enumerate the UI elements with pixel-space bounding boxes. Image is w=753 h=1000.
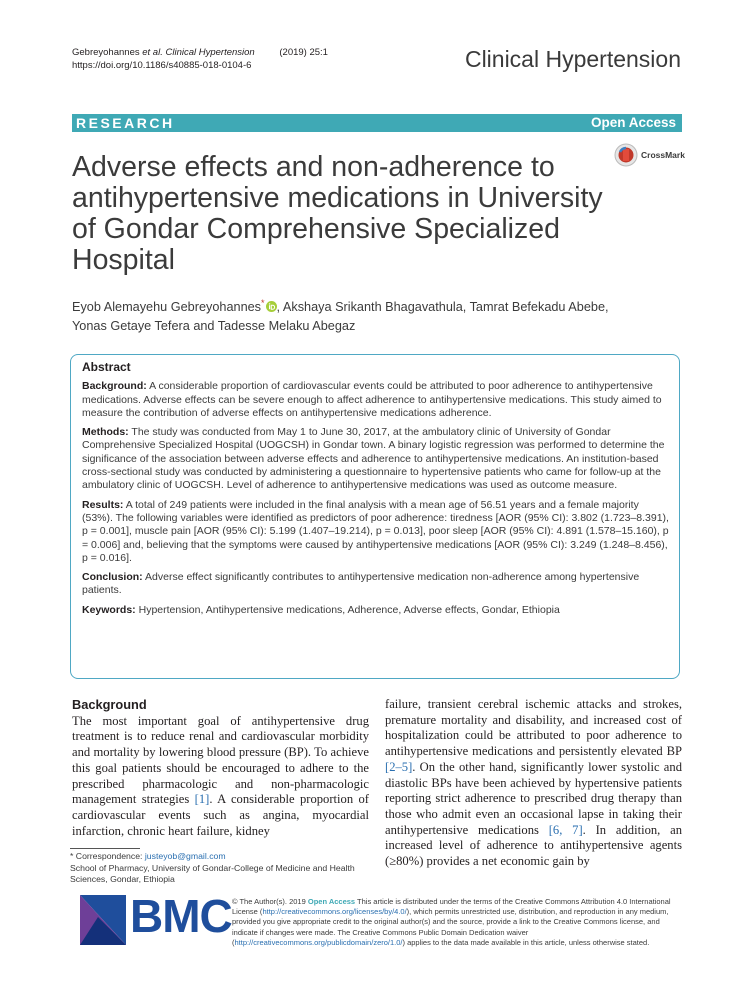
citation-link-6-7[interactable]: [6, 7] <box>548 822 583 837</box>
license-url-by[interactable]: http://creativecommons.org/licenses/by/4.0/ <box>262 907 407 917</box>
author-line-2: Yonas Getaye Tefera and Tadesse Melaku Abegaz <box>72 318 356 333</box>
correspondence-footnote: * Correspondence: justeyob@gmail.com School of Pharmacy, University of Gondar-College of Medicine and Health Sciences, Gondar, Ethiopia <box>70 851 355 884</box>
crossmark-label: CrossMark <box>641 150 685 160</box>
orcid-icon[interactable] <box>266 301 277 312</box>
bmc-logo <box>80 890 232 949</box>
crossmark-button[interactable] <box>614 142 684 168</box>
abstract-background: Background: A considerable proportion of cardiovascular events could be attributed to poor adherence to antihypertensive medications. Adverse effects can be severe enough to affect adherence to antihypertensive medications. This study aimed to measure the contribution of adverse effects on antihypertensive medications adherence. <box>82 380 662 419</box>
journal-name: Clinical Hypertension <box>464 46 681 72</box>
body-paragraph-right: failure, transient cerebral ischemic attacks and strokes, premature mortality and disability, and increased cost of hospitalization could be attributed to poor adherence to antihypertensive medications and persistently elevated BP [2–5]. On the other hand, significantly lower systolic and diastolic BPs have been achieved by hypertensive patients reporting strict adherence to prescribed drug therapy than those who admit even an occasional lapse in taking their antihypertensive medications [6, 7]. In addition, an increased level of adherence to antihypertensive agents (≥80%) provides a net economic gain by <box>385 697 682 869</box>
section-heading-background: Background <box>72 697 147 712</box>
article-type-label: RESEARCH <box>76 115 175 131</box>
body-right-column <box>385 697 682 870</box>
abstract-heading: Abstract <box>82 360 131 374</box>
citation-etal: et al. Clinical Hypertension <box>142 47 255 58</box>
license-url-zero[interactable]: http://creativecommons.org/publicdomain/zero/1.0/ <box>234 937 403 947</box>
abstract-results: Results: A total of 249 patients were included in the final analysis with a mean age of 56.51 years and a female majority (53%). The following variables were identified as predictors of poor adherence: tiredness [AOR (95% CI): 3.802 (1.723–8.391), p = 0.001], muscle pain [AOR (95% CI): 5.199 (1.407–19.214), p = 0.013], poor sleep [AOR (95% CI): 4.891 (1.578–15.160), p = 0.006] and, believing that the symptoms were caused by antihypertensive medications [AOR (95% CI): 3.249 (1.248–8.456), p = 0.016]. <box>82 498 669 564</box>
citation-link-1[interactable]: [1] <box>194 792 210 807</box>
corresponding-star: * <box>261 298 265 308</box>
author-first: Eyob Alemayehu Gebreyohannes <box>72 300 262 315</box>
crossmark-icon <box>614 143 638 167</box>
doi-link[interactable]: https://doi.org/10.1186/s40885-018-0104-6 <box>72 60 252 71</box>
citation-line <box>72 46 328 59</box>
abstract-conclusion: Conclusion: Adverse effect significantly contributes to antihypertensive medication non-adherence among hypertensive patients. <box>82 571 640 597</box>
bmc-logo-text: BMC <box>130 890 232 942</box>
bmc-logo-mark-icon <box>80 895 126 945</box>
affiliation-text: School of Pharmacy, University of Gondar-College of Medicine and Health Sciences, Gondar, Ethiopia <box>70 862 355 884</box>
article-type-banner <box>72 114 682 132</box>
author-list <box>72 294 682 335</box>
article-title: Adverse effects and non-adherence to antihypertensive medications in University of Gondar Comprehensive Specialized Hospital <box>72 151 603 276</box>
citation-year: (2019) 25:1 <box>279 47 328 58</box>
correspondence-email-link[interactable]: justeyob@gmail.com <box>144 851 226 861</box>
citation-link-2-5[interactable]: [2–5] <box>385 759 413 774</box>
abstract-keywords: Keywords: Hypertension, Antihypertensive medications, Adherence, Adverse effects, Gondar, Ethiopia <box>82 603 560 616</box>
body-paragraph-left: The most important goal of antihypertensive drug treatment is to reduce renal and cardiovascular morbidity and mortality by lowering blood pressure (BP). To achieve this goal patients should be encouraged to adhere to the prescribed pharmacologic and non-pharmacologic management strategies [1]. A considerable proportion of cardiovascular events such as angina, myocardial infarction, chronic heart failure, kidney <box>72 713 369 838</box>
abstract-methods: Methods: The study was conducted from May 1 to June 30, 2017, at the ambulatory clinic of University of Gondar Comprehensive Specialized Hospital (UOGCSH) in Gondar town. A binary logistic regression was performed to determine the significance of the association between adverse effects and adherence to antihypertensive medications. An institution-based cross-sectional study was conducted by administering a questionnaire to hypertensive patients who came for follow-up at the ambulatory clinic of UOGCSH. Level of adherence to antihypertensive medications was used as outcome measure. <box>82 426 665 492</box>
footnote-divider <box>70 848 140 849</box>
license-open-access: Open Access <box>307 897 356 906</box>
abstract-box <box>70 354 680 679</box>
license-statement: © The Author(s). 2019 Open Access This article is distributed under the terms of the Creative Commons Attribution 4.0 International License (http://creativecommons.org/licenses/by/4.0/), which permits unrestricted use, distribution, and reproduction in any medium, provided you give appropriate credit to the original author(s) and the source, provide a link to the Creative Commons license, and indicate if changes were made. The Creative Commons Public Domain Dedication waiver (http://creativecommons.org/publicdomain/zero/1.0/) applies to the data made available in this article, unless otherwise stated. <box>232 897 671 947</box>
open-access-label: Open Access <box>590 115 676 130</box>
citation-author: Gebreyohannes <box>72 47 143 58</box>
body-left-column <box>72 697 369 839</box>
author-rest: , Akshaya Srikanth Bhagavathula, Tamrat Befekadu Abebe, <box>276 300 609 315</box>
